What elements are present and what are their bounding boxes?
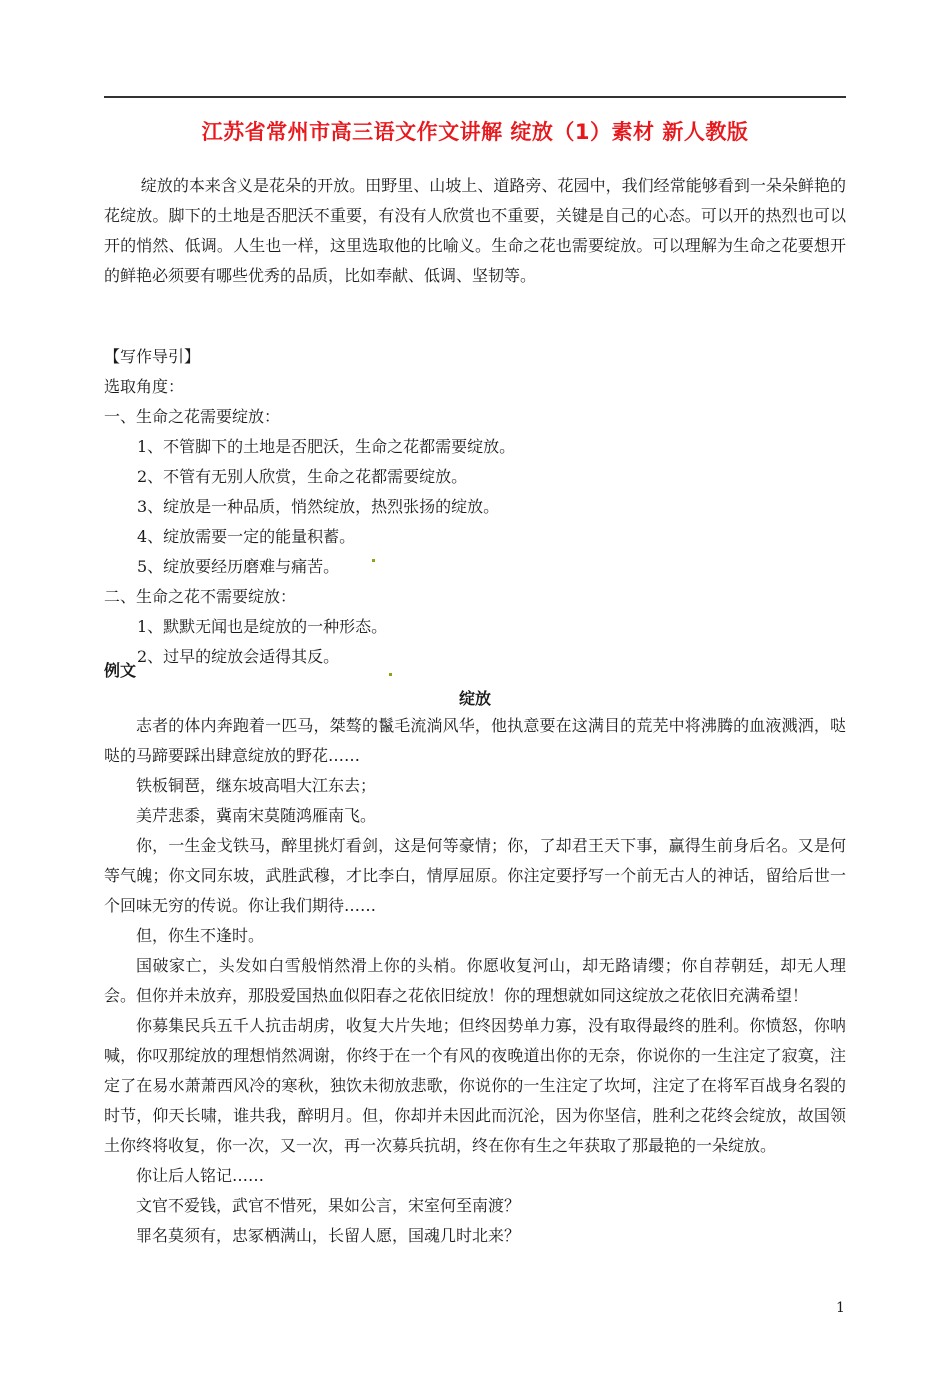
section1-item: 2、不管有无别人欣赏，生命之花都需要绽放。	[137, 467, 468, 486]
guide-heading: 【写作导引】	[104, 347, 201, 366]
essay-paragraph: 国破家亡，头发如白雪般悄然滑上你的头梢。你愿收复河山，却无路请缨；你自荐朝廷，却无人理会。但你并未放弃，那股爱国热血似阳春之花依旧绽放！你的理想就如同这绽放之花依旧充满希望！	[104, 956, 846, 1005]
speck-mark	[389, 673, 392, 676]
intro-paragraph: 绽放的本来含义是花朵的开放。田野里、山坡上、道路旁、花园中，我们经常能够看到一朵朵鲜艳的花绽放。脚下的土地是否肥沃不重要，有没有人欣赏也不重要，关键是自己的心态。可以开的热烈也可以开的悄然、低调。人生也一样，这里选取他的比喻义。生命之花也需要绽放。可以理解为生命之花要想开的鲜艳必须要有哪些优秀的品质，比如奉献、低调、坚韧等。	[104, 176, 846, 285]
essay-paragraph: 志者的体内奔跑着一匹马，桀骜的鬣毛流淌风华，他执意要在这满目的荒芜中将沸腾的血液溅洒，哒哒的马蹄要踩出肆意绽放的野花……	[104, 716, 846, 765]
essay-title: 绽放	[458, 689, 491, 708]
section2-item: 2、过早的绽放会适得其反。	[137, 647, 340, 666]
essay-paragraph: 铁板铜琶，继东坡高唱大江东去；	[136, 776, 377, 795]
essay-paragraph: 罪名莫须有，忠冢栖满山，长留人愿，国魂几时北来？	[136, 1226, 521, 1245]
section2-item: 1、默默无闻也是绽放的一种形态。	[137, 617, 388, 636]
section1-item: 4、绽放需要一定的能量积蓄。	[137, 527, 356, 546]
essay-paragraph: 你让后人铭记……	[136, 1166, 265, 1185]
essay-paragraph: 美芹悲黍，冀南宋莫随鸿雁南飞。	[136, 806, 377, 825]
essay-paragraph: 但，你生不逢时。	[136, 926, 265, 945]
section1-item: 3、绽放是一种品质，悄然绽放，热烈张扬的绽放。	[137, 497, 500, 516]
page-number: 1	[836, 1300, 845, 1316]
document-title: 江苏省常州市高三语文作文讲解 绽放（1）素材 新人教版	[201, 120, 749, 144]
section1-heading: 一、生命之花需要绽放：	[104, 407, 281, 426]
essay-paragraph: 你，一生金戈铁马，醉里挑灯看剑，这是何等豪情；你，了却君王天下事，赢得生前身后名。又是何等气魄；你文同东坡，武胜武穆，才比李白，情厚屈原。你注定要抒写一个前无古人的神话，留给后世一个回味无穷的传说。你让我们期待……	[104, 836, 846, 915]
essay-paragraph: 你募集民兵五千人抗击胡虏，收复大片失地；但终因势单力寡，没有取得最终的胜利。你愤怒，你呐喊，你叹那绽放的理想悄然凋谢，你终于在一个有风的夜晚道出你的无奈，你说你的一生注定了寂寞，注定了在易水萧萧西风冷的寒秋，独饮未彻放悲歌，你说你的一生注定了坎坷，注定了在将军百战身名裂的时节，仰天长啸，谁共我，醉明月。但，你却并未因此而沉沦，因为你坚信，胜利之花终会绽放，故国领土你终将收复，你一次，又一次，再一次募兵抗胡，终在你有生之年获取了那最艳的一朵绽放。	[104, 1016, 846, 1155]
angle-label: 选取角度：	[104, 377, 185, 396]
essay-body	[104, 711, 846, 1251]
speck-mark	[372, 559, 375, 562]
essay-paragraph: 文官不爱钱，武官不惜死，果如公言，宋室何至南渡？	[136, 1196, 521, 1215]
writing-guide	[104, 342, 846, 672]
section2-heading: 二、生命之花不需要绽放：	[104, 587, 297, 606]
header-rule	[104, 96, 846, 98]
example-label: 例文	[104, 661, 137, 680]
section1-item: 1、不管脚下的土地是否肥沃，生命之花都需要绽放。	[137, 437, 516, 456]
section1-item: 5、绽放要经历磨难与痛苦。	[137, 557, 340, 576]
